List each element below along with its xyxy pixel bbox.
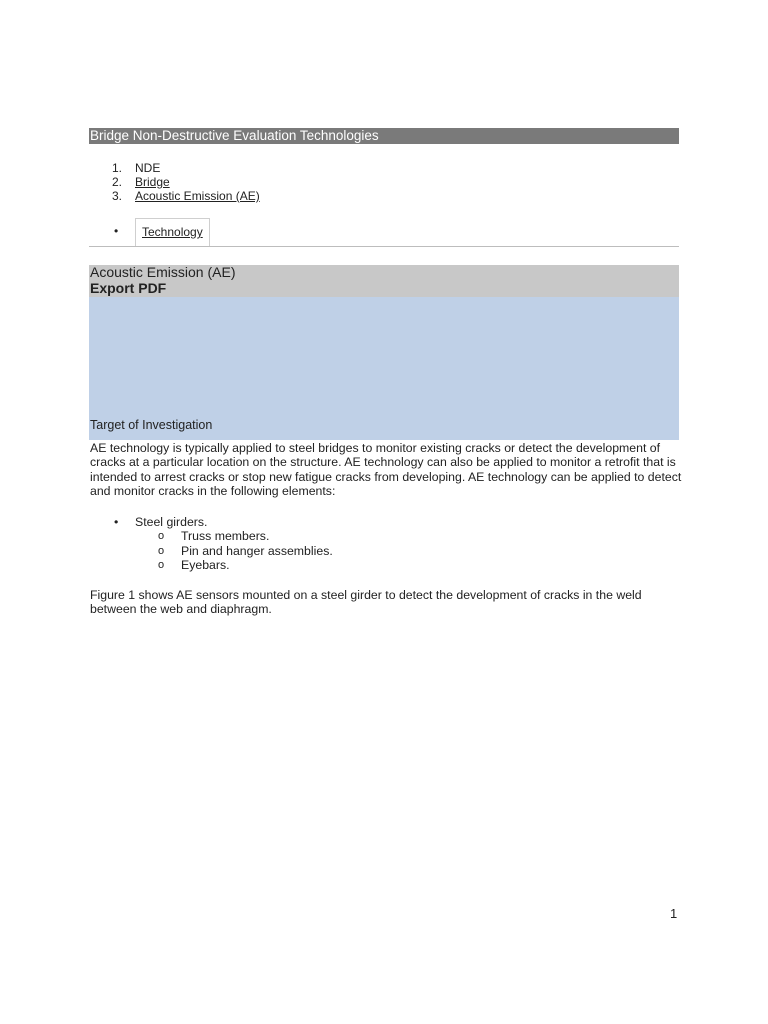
tab-bar: [89, 218, 679, 247]
sub-list: [135, 529, 333, 572]
breadcrumb-number: 3.: [112, 189, 123, 203]
sub-list-item-label: Eyebars.: [181, 557, 230, 572]
sub-list-item: [135, 544, 333, 558]
breadcrumb: [112, 161, 260, 203]
sub-list-item-label: Truss members.: [181, 529, 270, 544]
breadcrumb-number: 1.: [112, 161, 123, 175]
element-list: [112, 515, 333, 572]
site-banner-title: Bridge Non-Destructive Evaluation Technologies: [89, 128, 679, 144]
breadcrumb-link-acoustic-emission[interactable]: Acoustic Emission (AE): [135, 189, 260, 203]
page-title: Acoustic Emission (AE): [90, 264, 236, 280]
bullet-icon: •: [114, 515, 119, 529]
list-item: [112, 515, 333, 572]
sub-list-item: [135, 558, 333, 572]
circle-bullet-icon: o: [158, 558, 165, 571]
figure-reference-paragraph: Figure 1 shows AE sensors mounted on a steel girder to detect the development of cracks in the weld between the web and diaphragm.: [90, 588, 642, 617]
title-band: [89, 265, 679, 297]
export-pdf-button[interactable]: Export PDF: [90, 280, 167, 296]
tab-technology[interactable]: Technology: [135, 218, 210, 246]
breadcrumb-item-nde: [112, 161, 260, 175]
intro-paragraph: AE technology is typically applied to steel bridges to monitor existing cracks or detect the development of cracks at a particular location on the structure. AE technology can also be applied to monitor a retrofit that is intended to arrest cracks or stop new fatigue cracks from developing. AE technology can be applied to detect and monitor cracks in the following elements:: [90, 441, 682, 498]
breadcrumb-item-acoustic-emission: [112, 189, 260, 203]
breadcrumb-label-nde: NDE: [135, 161, 161, 175]
page-number: 1: [670, 906, 678, 921]
section-header-panel: [89, 297, 679, 440]
breadcrumb-link-bridge[interactable]: Bridge: [135, 175, 170, 189]
section-heading: Target of Investigation: [90, 418, 213, 432]
tab-bullet: •: [114, 224, 119, 238]
sub-list-item: [135, 529, 333, 543]
breadcrumb-number: 2.: [112, 175, 123, 189]
list-item-label: Steel girders.: [135, 515, 208, 529]
circle-bullet-icon: o: [158, 530, 165, 543]
breadcrumb-item-bridge: [112, 175, 260, 189]
sub-list-item-label: Pin and hanger assemblies.: [181, 543, 333, 558]
circle-bullet-icon: o: [158, 544, 165, 557]
